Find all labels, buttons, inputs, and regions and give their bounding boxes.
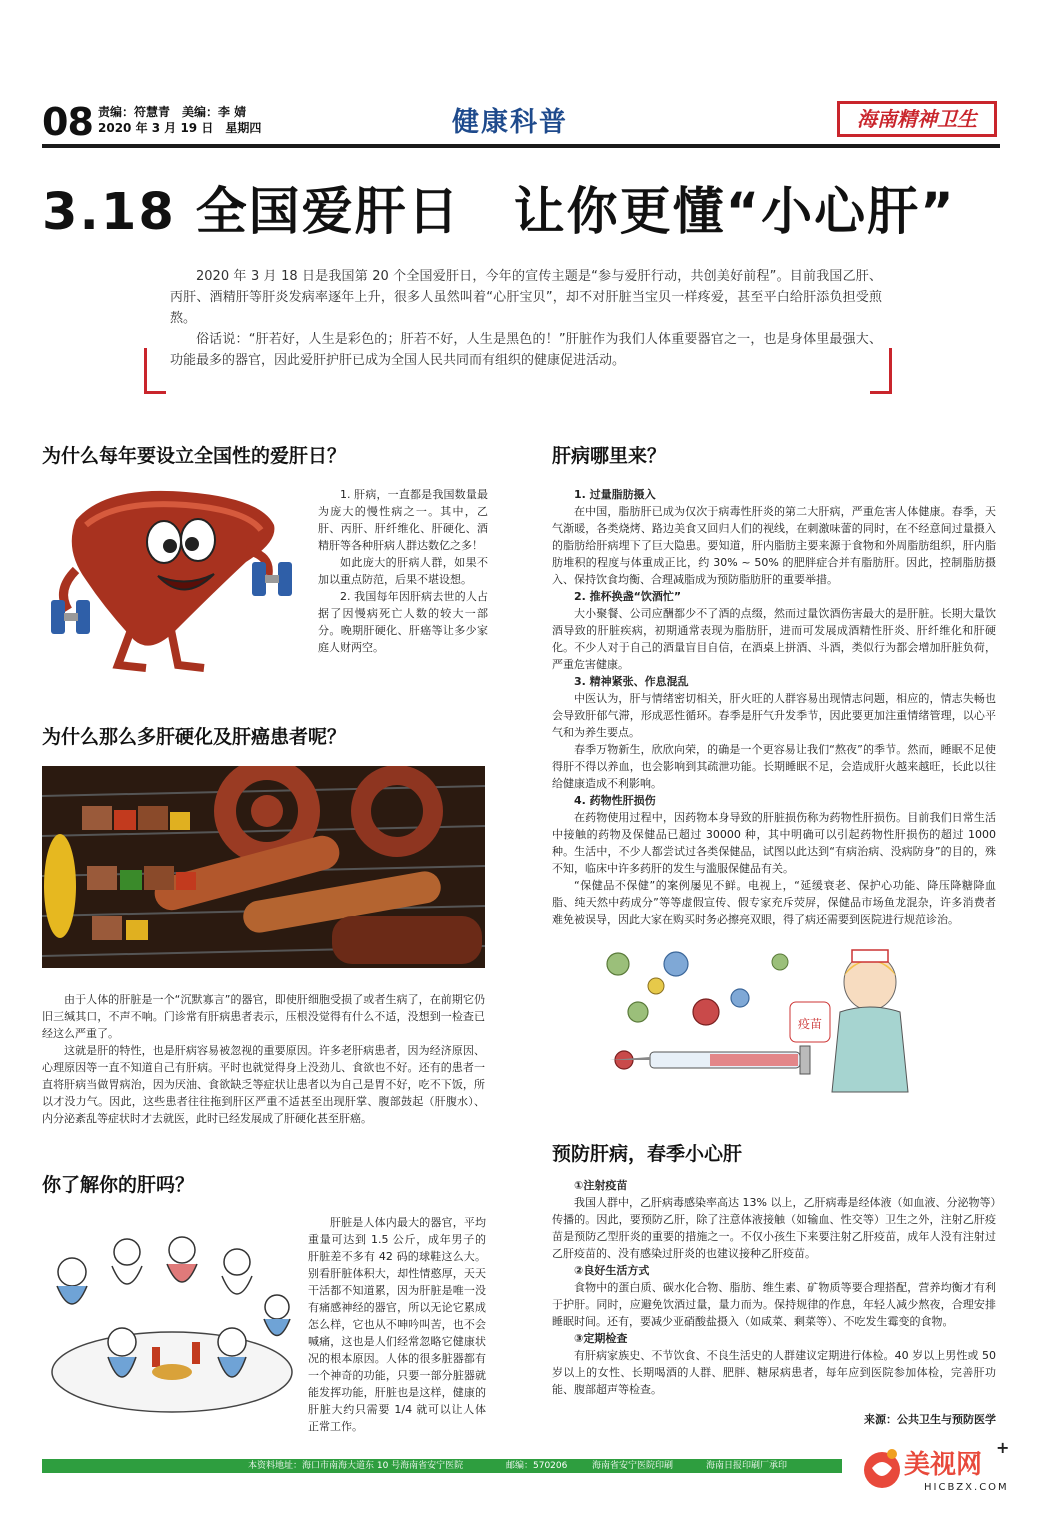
prevention-3-text: 有肝病家族史、不节饮食、不良生活史的人群建议定期进行体检。40 岁以上男性或 50 岁以上的女性、长期喝酒的人群、肥胖、糖尿病患者，每年应到医院参加体检，完善肝功能、腹部超声等检查。 bbox=[552, 1349, 996, 1396]
headline: 3.18 全国爱肝日 让你更懂“小心肝” bbox=[42, 183, 956, 242]
heading-cirrhosis-cancer: 为什么那么多肝硬化及肝癌患者呢？ bbox=[42, 726, 347, 748]
heading-liver-disease-causes: 肝病哪里来？ bbox=[552, 445, 667, 467]
footer-address: 本资料地址：海口市南海大道东 10 号海南省安宁医院 bbox=[248, 1461, 464, 1471]
prevention-2-text: 食物中的蛋白质、碳水化合物、脂肪、维生素、矿物质等要合理搭配，营养均衡才有利于护肝。同时，应避免饮酒过量，量力而为。保持规律的作息，年轻人减少熬夜，合理安排睡眠时间。还有，要减少亚硝酸盐摄入（如咸菜、剩菜等）、不吃发生霉变的食物。 bbox=[552, 1281, 996, 1328]
header-rule bbox=[42, 144, 1000, 148]
watermark-url: HICBZX.COM bbox=[924, 1482, 1009, 1493]
why-liver-day-p2: 如此庞大的肝病人群，如果不加以重点防范，后果不堪设想。 bbox=[318, 556, 488, 586]
heading-why-liver-day: 为什么每年要设立全国性的爱肝日？ bbox=[42, 445, 347, 467]
intro-paragraph-2: 俗话说：“肝若好，人生是彩色的；肝若不好，人生是黑色的！”肝脏作为我们人体重要器官之一，也是身体里最强大、功能最多的器官，因此爱肝护肝已成为全国人民共同而有组织的健康促进活动。 bbox=[170, 332, 882, 368]
editors-line: 责编：符慧青 美编：李 婧 bbox=[98, 105, 247, 119]
watermark-plus: + bbox=[996, 1438, 1010, 1457]
cirrhosis-p2: 这就是肝的特性，也是肝病容易被忽视的重要原因。许多老肝病患者，因为经济原因、心理原因等一直不知道自己有肝病。平时也就觉得身上没劲儿、食欲也不好。还有的患者一直将肝病当做胃病治，因为厌油、食欲缺乏等症状让患者以为自己是胃不好，吃不下饭，所以才没力气。因此，这些患者往往拖到肝区严重不适甚至出现肝掌、腹部鼓起（肝腹水）、内分泌紊乱等症状时才去就医，此时已经发展成了肝硬化甚至肝癌。 bbox=[42, 1044, 485, 1125]
footer-postcode: 邮编：570206 bbox=[506, 1461, 568, 1471]
intro bbox=[170, 266, 882, 371]
why-liver-day-p3: 2. 我国每年因肝病去世的人占据了因慢病死亡人数的较大一部分。晚期肝硬化、肝癌等让多少家庭人财两空。 bbox=[318, 590, 488, 654]
editor-credits bbox=[98, 104, 261, 136]
footer-bar bbox=[42, 1459, 842, 1473]
intro-paragraph-1: 2020 年 3 月 18 日是我国第 20 个全国爱肝日，今年的宣传主题是“参与爱肝行动，共创美好前程”。目前我国乙肝、丙肝、酒精肝等肝炎发病率逐年上升，很多人虽然叫着“心肝宝贝”，却不对肝脏当宝贝一样疼爱，甚至平白给肝添负担受煎熬。 bbox=[170, 269, 882, 326]
cause-4-title: 4. 药物性肝损伤 bbox=[574, 794, 656, 807]
intro-bracket-left bbox=[144, 348, 166, 394]
prevention-3-title: ③定期检查 bbox=[574, 1332, 628, 1345]
liver-mascot-illustration bbox=[46, 480, 304, 676]
section-title: 健康科普 bbox=[452, 107, 568, 138]
footer-printer-1: 海南省安宁医院印刷 bbox=[592, 1461, 674, 1471]
prevention-1-title: ①注射疫苗 bbox=[574, 1179, 628, 1192]
vaccine-nurse-illustration bbox=[590, 942, 922, 1104]
cause-1-text: 在中国，脂肪肝已成为仅次于病毒性肝炎的第二大肝病，严重危害人体健康。春季，天气渐暖，各类烧烤、路边美食又回归人们的视线，在刺激味蕾的同时，在不经意间过量摄入的脂肪给肝病埋下了巨大隐患。要知道，肝内脂肪主要来源于食物和外周脂肪组织，肝内脂肪堆积的程度与体重成正比，约 30% ~ 50% 的肥胖症合并有脂肪肝。因此，控制脂肪摄入、保持饮食均衡、合理减脂成为预防脂肪肝的重要举措。 bbox=[552, 505, 996, 586]
page-number: 08 bbox=[42, 100, 93, 144]
vaccine-label: 疫苗 bbox=[797, 1017, 823, 1031]
dinner-party-sketch bbox=[42, 1222, 300, 1432]
cause-1-title: 1. 过量脂肪摄入 bbox=[574, 488, 656, 501]
article-source: 来源：公共卫生与预防医学 bbox=[864, 1413, 996, 1426]
know-liver-p1: 肝脏是人体内最大的器官，平均重量可达到 1.5 公斤，成年男子的肝脏差不多有 42 码的球鞋这么大。别看肝脏体积大，却性情憨厚，天天干活都不知道累，因为肝脏是唯一没有痛感神经的器官，所以无论它累成怎么样，它也从不呻吟叫苦，也不会喊痛，这也是人们经常忽略它健康状况的根本原因。人体的很多脏器都有一个神奇的功能，只要一部分脏器就能发挥功能，肝脏也是这样，健康的肝脏大约只需要 1/4 就可以让人体正常工作。 bbox=[308, 1216, 486, 1433]
heading-know-your-liver: 你了解你的肝吗？ bbox=[42, 1174, 195, 1196]
prevention-2-title: ②良好生活方式 bbox=[574, 1264, 650, 1277]
cause-4-text-a: 在药物使用过程中，因药物本身导致的肝脏损伤称为药物性肝损伤。目前我们日常生活中接触的药物及保健品已超过 30000 种，其中明确可以引起药物性肝损伤的超过 1000 种。生活中，不少人都尝试过各类保健品，试图以此达到“有病治病、没病防身”的目的，殊不知，临床中许多药肝的发生与滥服保健品有关。 bbox=[552, 811, 996, 875]
prevention-1-text: 我国人群中，乙肝病毒感染率高达 13% 以上，乙肝病毒是经体液（如血液、分泌物等）传播的。因此，要预防乙肝，除了注意体液接触（如输血、性交等）卫生之外，注射乙肝疫苗是预防乙型肝炎的重要的措施之一。不仅小孩生下来要注射乙肝疫苗，成年人没有注射过乙肝疫苗的、没有感染过肝炎的也建议接种乙肝疫苗。 bbox=[552, 1196, 996, 1260]
cirrhosis-p1: 由于人体的肝脏是一个“沉默寡言”的器官，即使肝细胞受损了或者生病了，在前期它仍旧三缄其口，不声不响。门诊常有肝病患者表示，压根没觉得有什么不适，没想到一检查已经这么严重了。 bbox=[42, 993, 485, 1040]
watermark-logo bbox=[858, 1440, 1018, 1506]
cause-4-text-b: “保健品不保健”的案例屡见不鲜。电视上，“延缓衰老、保护心功能、降压降糖降血脂、纯天然中药成分”等等虚假宣传、假专家充斥荧屏，保健品市场鱼龙混杂，许多消费者难免被误导，因此大家在购买时务必擦亮双眼，得了病还需要到医院进行规范诊治。 bbox=[552, 879, 996, 926]
causes-text bbox=[552, 486, 996, 928]
cause-3-title: 3. 精神紧张、作息混乱 bbox=[574, 675, 689, 688]
why-liver-day-p1: 1. 肝病，一直都是我国数量最为庞大的慢性病之一。其中，乙肝、丙肝、肝纤维化、肝硬化、酒精肝等各种肝病人群达数亿之多！ bbox=[318, 488, 488, 552]
intro-bracket-right bbox=[870, 348, 892, 394]
cause-2-text: 大小聚餐、公司应酬都少不了酒的点缀，然而过量饮酒伤害最大的是肝脏。长期大量饮酒导致的肝脏疾病，初期通常表现为脂肪肝，进而可发展成酒精性肝炎、肝纤维化和肝硬化。不少人对于自己的酒量盲目自信，在酒桌上拼酒、斗酒，类似行为都会增加肝脏负荷，严重危害健康。 bbox=[552, 607, 996, 671]
cause-2-title: 2. 推杯换盏“饮酒忙” bbox=[574, 590, 682, 603]
watermark-name: 美视网 bbox=[904, 1450, 983, 1480]
why-liver-day-text bbox=[318, 486, 488, 656]
prevention-text bbox=[552, 1177, 996, 1398]
masthead-logo: 海南精神卫生 bbox=[837, 101, 997, 137]
cause-3-text-a: 中医认为，肝与情绪密切相关，肝火旺的人群容易出现情志问题，相应的，情志失畅也会导致肝郁气滞，形成恶性循环。春季是肝气升发季节，因此要更加注重情绪管理，以心平气和为养生要点。 bbox=[552, 692, 996, 739]
heading-prevention: 预防肝病，春季小心肝 bbox=[552, 1143, 743, 1165]
cause-3-text-b: 春季万物新生，欣欣向荣，的确是一个更容易让我们“熬夜”的季节。然而，睡眠不足使得肝不得以养血，也会影响到其疏泄功能。长期睡眠不足，会造成肝火越来越旺，长此以往给健康造成不利影响。 bbox=[552, 743, 996, 790]
cirrhosis-text bbox=[42, 991, 485, 1127]
issue-date: 2020 年 3 月 19 日 星期四 bbox=[98, 121, 262, 135]
know-liver-text bbox=[308, 1214, 486, 1435]
footer-printer-2: 海南日报印刷厂承印 bbox=[706, 1461, 788, 1471]
bbq-grill-photo bbox=[42, 766, 485, 968]
